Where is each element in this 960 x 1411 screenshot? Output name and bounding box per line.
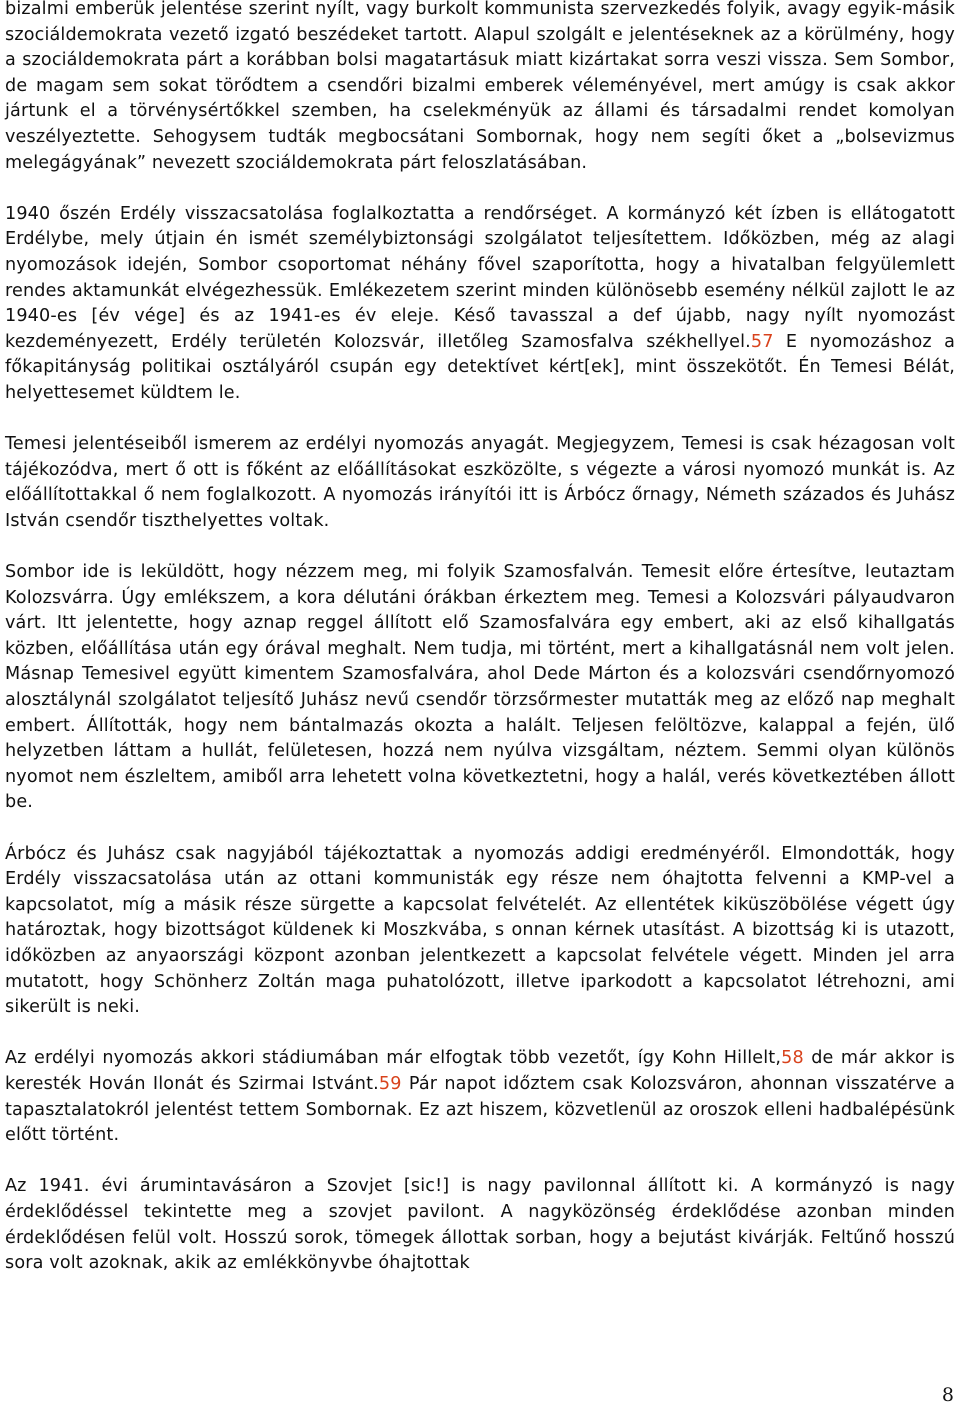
paragraph-text: E nyomozáshoz a főkapitányság politikai osztályáról csupán egy detektívet kért[ek], mint összekötőt. Én Temesi Bélát, helyettesemet küldtem le. [5,331,955,403]
paragraph-text: Árbócz és Juhász csak nagyjából tájékoztattak a nyomozás addigi eredményéről. Elmondották, hogy Erdély visszacsatolása után az ottani kommunisták egy része nem óhajtotta felvenni a KMP-vel a kapcsolatot, míg a másik része sürgette a kapcsolat felvételét. Az ellentétek kiküszöbölése végett úgy határoztak, hogy bizottságot küldenek ki Moszkvába, s onnan kérnek utasítást. A bizottság ki is utazott, időközben az anyaországi központ azonban jelentkezett a kapcsolat felvétele végett. Minden jel arra mutatott, hogy Schönherz Zoltán maga puhatolózott, illetve iparkodott a kapcsolatot létrehozni, ami sikerült is neki. [5,843,955,1018]
paragraph-3 [5,432,955,534]
paragraph-text: Az 1941. évi árumintavásáron a Szovjet [sic!] is nagy pavilonnal állított ki. A kormányzó is nagy érdeklődéssel tekintette meg a szovjet pavilont. A nagyközönség érdeklődése azonban minden érdeklődésen felül volt. Hosszú sorok, tömegek állottak sorban, hogy a bejutást kivárják. Feltűnő hosszú sora volt azoknak, akik az emlékkönyvbe óhajtottak [5,1176,955,1274]
paragraph-text: Az erdélyi nyomozás akkori stádiumában már elfogtak több vezetőt, így Kohn Hillelt, [5,1048,782,1069]
footnote-ref-58[interactable]: 58 [781,1048,804,1069]
paragraph-text: Temesi jelentéseiből ismerem az erdélyi nyomozás anyagát. Megjegyzem, Temesi is csak hézagosan volt tájékozódva, mert ő ott is főként az előállításokat eszközölte, s végezte a városi nyomozó munkát is. Az előállítottakkal ő nem foglalkozott. A nyomozás irányítói itt is Árbócz őrnagy, Németh százados és Juhász István csendőr tiszthelyettes voltak. [5,434,955,531]
paragraph-text: bizalmi emberük jelentése szerint nyílt, vagy burkolt kommunista szervezkedés folyik, avagy egyik-másik szociáldemokrata vezető izgató beszédeket tartott. Alapul szolgált e jelentéseknek az a körülmény, hogy a szociáldemokrata párt a korábban bolsi magatartásuk miatt kizártakat sorra veszi vissza. Sem Sombor, de magam sem sokat törődtem a csendőri bizalmi emberek véleményével, mert amúgy is csak akkor jártunk el a törvénysértőkkel szemben, ha cselekményük az állami és társadalmi rendet komolyan veszélyeztette. Sehogysem tudták megbocsátani Sombornak, hogy nem segíti őket a „bolsevizmus melegágyának” nevezett szociáldemokrata párt feloszlatásában. [5,0,955,173]
paragraph-text: Sombor ide is leküldött, hogy nézzem meg, mi folyik Szamosfalván. Temesit előre értesítve, leutaztam Kolozsvárra. Úgy emlékszem, a kora délutáni órákban érkeztem meg. Temesi a Kolozsvári pályaudvaron várt. Itt jelentette, hogy aznap reggel állított elő Szamosfalvára egy embert, aki az első kihallgatás közben, előállítása után egy órával meghalt. Nem tudja, mi történt, mert a kihallgatásnál nem volt jelen. Másnap Temesivel együtt kimentem Szamosfalvára, ahol Dede Márton és a kolozsvári csendőrnyomozó alosztálynál szolgálatot teljesítő Juhász nevű csendőr törzsőrmester mutatták meg az előző nap meghalt embert. Állították, hogy nem bántalmazás okozta a halált. Teljesen felöltözve, kalappal a fején, ülő helyzetben láttam a hullát, felületesen, hozzá nem nyúlva vizsgáltam, néztem. Semmi olyan különös nyomot nem észleltem, amiből arra lehetett volna következtetni, hogy a halál, verés következtében állott be. [5,562,955,813]
paragraph-text: de már akkor is keresték Hován Ilonát és Szirmai Istvánt. [5,1048,955,1094]
paragraph-text: 1940 őszén Erdély visszacsatolása foglalkoztatta a rendőrséget. A kormányzó két ízben is ellátogatott Erdélybe, mely útjain én ismét személybiztonsági szolgálatot teljesítettem. Időközben, még az alagi nyomozások idején, Sombor csoportomat néhány fővel szaporította, hogy a hivatalban felgyülemlett rendes aktamunkát elvégezhessük. Emlékezetem szerint minden különösebb esemény nélkül zajlott le az 1940-es [év vége] és az 1941-es év eleje. Késő tavasszal a def újabb, nagy nyílt nyomozást kezdeményezett, Erdély területén Kolozsvár, illetőleg Szamosfalva székhellyel. [5,203,955,352]
paragraph-1 [5,0,955,176]
paragraph-7 [5,1174,955,1276]
paragraph-6 [5,1046,955,1148]
page-number: 8 [941,1384,954,1406]
paragraph-5 [5,842,955,1021]
paragraph-text: Pár napot időztem csak Kolozsváron, ahonnan visszatérve a tapasztalatokról jelentést tettem Sombornak. Ez azt hiszem, közvetlenül az oroszok elleni hadbalépésünk előtt történt. [5,1073,956,1146]
footnote-ref-59[interactable]: 59 [378,1073,402,1094]
footnote-ref-57[interactable]: 57 [750,331,774,352]
document-body [5,0,955,1302]
paragraph-4 [5,560,955,816]
paragraph-2 [5,202,955,407]
